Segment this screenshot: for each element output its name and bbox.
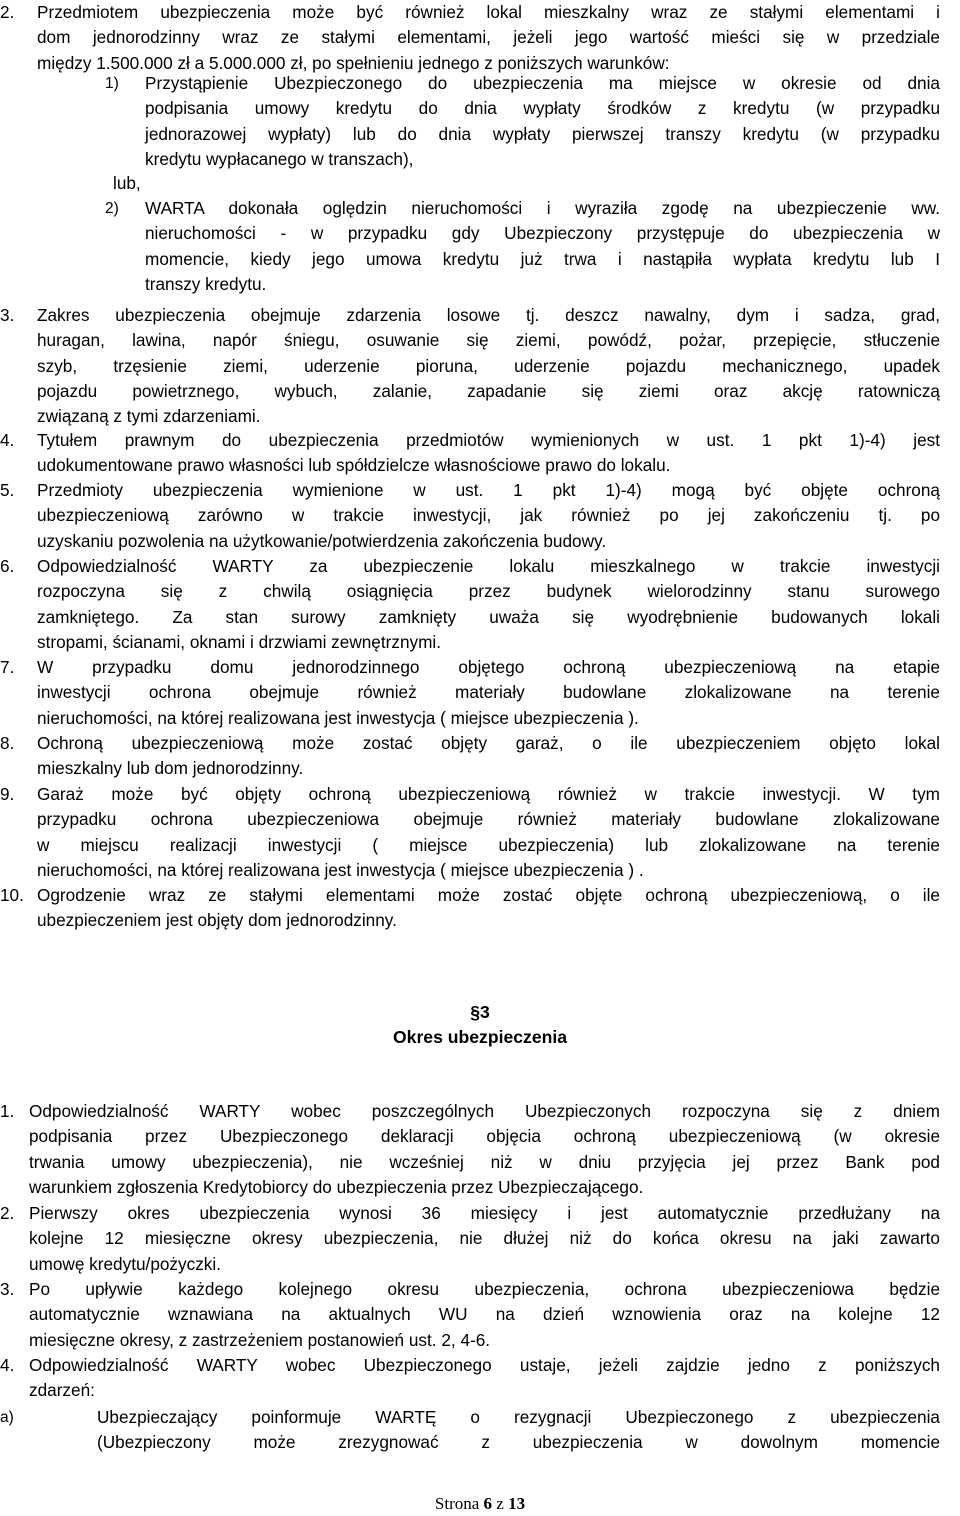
item-number: 7. [0,657,15,677]
text-line: WARTA dokonała oględzin nieruchomości i wyraziła zgodę na ubezpieczenie ww. [145,198,940,218]
text-line: ubezpieczeniem jest objęty dom jednorodzinny. [37,910,397,931]
item-number: 4. [0,1355,15,1375]
footer-page-number: 6 [483,1494,493,1513]
item-number: 2) [105,200,119,217]
text-line: warunkiem zgłoszenia Kredytobiorcy do ubezpieczenia przez Ubezpieczającego. [29,1176,644,1197]
item-number: 3. [0,1279,15,1299]
text-line: szyb, trzęsienie ziemi, uderzenie pioruna, uderzenie pojazdu mechanicznego, upadek [37,355,940,376]
text-line: trwania umowy ubezpieczenia), nie wcześniej niż w dniu przyjęcia jej przez Bank pod [29,1151,940,1172]
item-number: 6. [0,556,15,576]
item-number: 3. [0,305,15,325]
text-line: jednorazowej wypłaty) lub do dnia wypłaty pierwszej transzy kredytu (w przypadku [145,123,940,144]
text-line: ubezpieczeniową zarówno w trakcie inwestycji, jak również po jej zakończeniu tj. po [37,505,940,526]
footer-page-total: 13 [508,1494,526,1513]
text-line: Przedmioty ubezpieczenia wymienione w ust. 1 pkt 1)-4) mogą być objęte ochroną [37,480,940,500]
text-line: udokumentowane prawo własności lub spółdzielcze własnościowe prawo do lokalu. [37,455,671,476]
footer-separator: z [496,1494,504,1513]
text-line: dom jednorodzinny wraz ze stałymi elementami, jeżeli jego wartość mieści się w przedziale [37,27,940,48]
item-number: 5. [0,480,15,500]
item-number: 1) [105,75,119,92]
text-line: podpisania umowy kredytu do dnia wypłaty środków z kredytu (w przypadku [145,98,940,119]
text-line: w miejscu realizacji inwestycji ( miejsce ubezpieczenia) lub zlokalizowane na terenie [37,834,940,855]
text-line: przypadku ochrona ubezpieczeniowa obejmuje również materiały budowlane zlokalizowane [37,809,940,830]
text-line: Zakres ubezpieczenia obejmuje zdarzenia losowe tj. deszcz nawalny, dym i sadza, grad, [37,305,940,325]
text-line: stropami, ścianami, oknami i drzwiami zewnętrznymi. [37,631,442,652]
text-line: automatycznie wznawiana na aktualnych WU na dzień wznowienia oraz na kolejne 12 [29,1304,940,1325]
item-number: 2. [0,2,15,22]
text-line: Przedmiotem ubezpieczenia może być również lokal mieszkalny wraz ze stałymi elementami i [37,2,940,22]
text-line: inwestycji ochrona obejmuje również materiały budowlane zlokalizowane na terenie [37,682,940,703]
text-line: podpisania przez Ubezpieczonego deklaracji objęcia ochroną ubezpieczeniową (w okresie [29,1126,940,1147]
text-line: Odpowiedzialność WARTY wobec Ubezpieczonego ustaje, jeżeli zajdzie jedno z poniższych [29,1355,940,1375]
text-line: zdarzeń: [29,1380,95,1401]
text-line: nieruchomości, na której realizowana jest inwestycja ( miejsce ubezpieczenia ). [37,707,639,728]
text-line: Ochroną ubezpieczeniową może zostać objęty garaż, o ile ubezpieczeniem objęto lokal [37,733,940,753]
text-line: pojazdu powietrznego, wybuch, zalanie, zapadanie się ziemi oraz akcję ratowniczą [37,380,940,401]
item-number: 2. [0,1203,15,1223]
text-line: uzyskaniu pozwolenia na użytkowanie/potwierdzenia zakończenia budowy. [37,530,607,551]
section-symbol: §3 [470,1002,490,1022]
text-line: Tytułem prawnym do ubezpieczenia przedmiotów wymienionych w ust. 1 pkt 1)-4) jest [37,430,940,450]
text-line: miesięczne okresy, z zastrzeżeniem postanowień ust. 2, 4-6. [29,1329,491,1350]
text-line: między 1.500.000 zł a 5.000.000 zł, po spełnieniu jednego z poniższych warunków: [37,52,670,73]
item-number: 10. [0,885,24,905]
text-line: umowę kredytu/pożyczki. [29,1253,221,1274]
text-line: Przystąpienie Ubezpieczonego do ubezpieczenia ma miejsce w okresie od dnia [145,73,940,93]
text-line: Ogrodzenie wraz ze stałymi elementami może zostać objęte ochroną ubezpieczeniową, o ile [37,885,940,905]
item-number: 1. [0,1101,15,1121]
text-line: związaną z tymi zdarzeniami. [37,406,261,427]
text-line: Pierwszy okres ubezpieczenia wynosi 36 miesięcy i jest automatycznie przedłużany na [29,1203,940,1223]
text-line: kredytu wypłacanego w transzach), [145,148,414,169]
text-line: huragan, lawina, napór śniegu, osuwanie się ziemi, powódź, pożar, przepięcie, stłuczenie [37,330,940,351]
text-line: Garaż może być objęty ochroną ubezpieczeniową również w trakcie inwestycji. W tym [37,784,940,804]
page-footer [0,1491,960,1516]
text-line: rozpoczyna się z chwilą osiągnięcia przez budynek wielorodzinny stanu surowego [37,581,940,602]
text-line: zamkniętego. Za stan surowy zamknięty uważa się wyodrębnienie budowanych lokali [37,606,940,627]
text-line: transzy kredytu. [145,273,267,294]
item-number: 9. [0,784,15,804]
text-line: (Ubezpieczony może zrezygnować z ubezpieczenia w dowolnym momencie [97,1432,940,1453]
text-line: Odpowiedzialność WARTY wobec poszczególnych Ubezpieczonych rozpoczyna się z dniem [29,1101,940,1121]
text-line: W przypadku domu jednorodzinnego objętego ochroną ubezpieczeniową na etapie [37,657,940,677]
text-line: Po upływie każdego kolejnego okresu ubezpieczenia, ochrona ubezpieczeniowa będzie [29,1279,940,1299]
text-line: kolejne 12 miesięczne okresy ubezpieczenia, nie dłużej niż do końca okresu na jaki zawarto [29,1228,940,1249]
footer-prefix: Strona [434,1494,480,1513]
item-number: 8. [0,733,15,753]
section-title: Okres ubezpieczenia [392,1027,568,1047]
text-line: momencie, kiedy jego umowa kredytu już trwa i nastąpiła wypłata kredytu lub I [145,248,940,269]
item-number: a) [0,1409,14,1426]
text-line: Ubezpieczający poinformuje WARTĘ o rezygnacji Ubezpieczonego z ubezpieczenia [97,1407,940,1427]
text-line: nieruchomości, na której realizowana jest inwestycja ( miejsce ubezpieczenia ) . [37,859,644,880]
conditions-separator: lub, [113,173,141,193]
text-line: Odpowiedzialność WARTY za ubezpieczenie lokalu mieszkalnego w trakcie inwestycji [37,556,940,576]
text-line: mieszkalny lub dom jednorodzinny. [37,758,304,779]
text-line: nieruchomości - w przypadku gdy Ubezpieczony przystępuje do ubezpieczenia w [145,223,940,244]
item-number: 4. [0,430,15,450]
